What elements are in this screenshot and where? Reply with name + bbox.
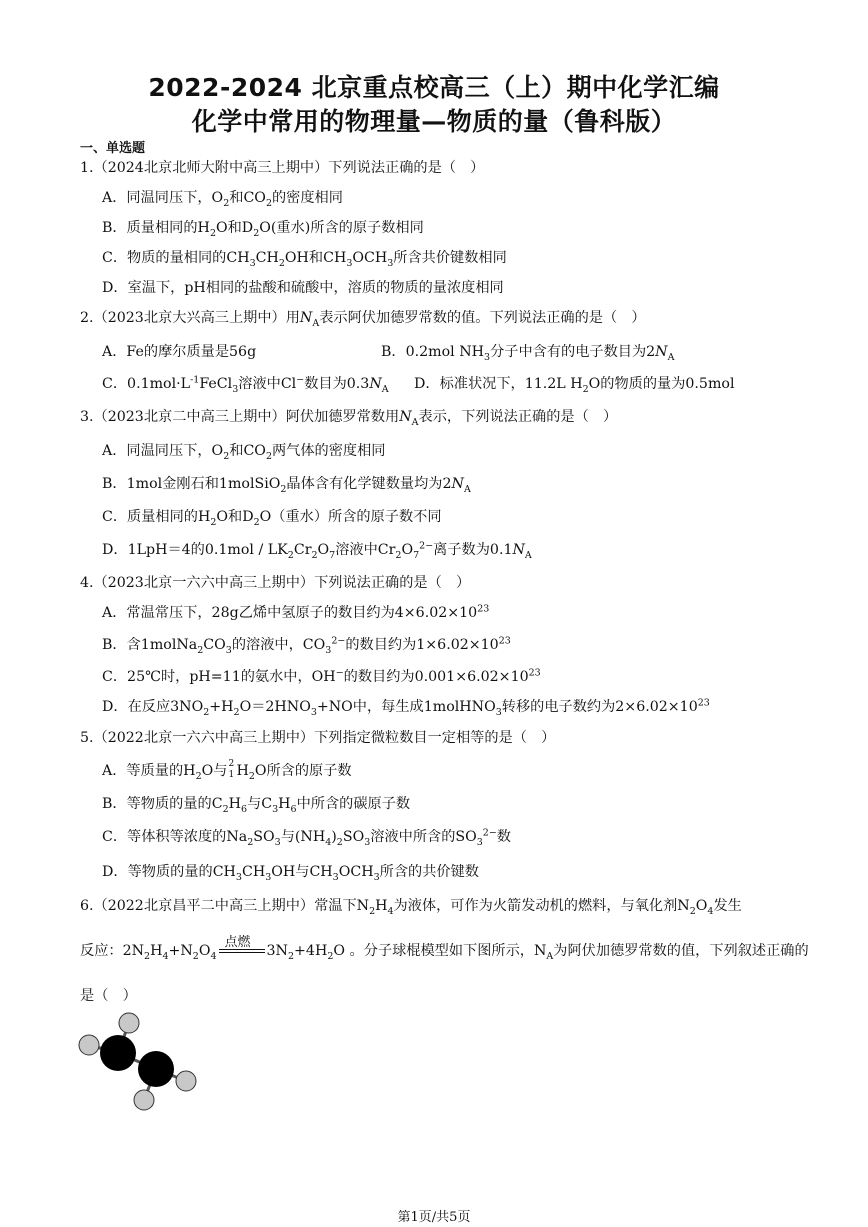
question-5-option-b: B．等物质的量的$C_2H_6$与$C_3H_6$中所含的碳原子数 bbox=[102, 796, 411, 815]
question-3-option-d: D．1LpH＝4的$0.1mol / LK_2Cr_2O_7$溶液中$Cr_2O_7^{2-}$离子数为$0.1N_A$ bbox=[102, 540, 532, 561]
nitrogen-atom bbox=[100, 1035, 136, 1071]
question-5-option-d: D．等物质的量的$CH_3CH_3OH$与$CH_3OCH_3$所含的共价键数 bbox=[102, 864, 479, 883]
question-5-option-c: C．等体积等浓度的$Na_2SO_3$与$(NH_4)_2SO_3$溶液中所含的$SO_3^{2-}$数 bbox=[102, 827, 511, 848]
hydrogen-atom bbox=[79, 1035, 99, 1055]
question-6-reaction-line: 反应：$2N_2H_4+N_2O_4$ 点燃 $3N_2+4H_2O$ 。分子球棍模型如下图所示，$N_A$为阿伏加德罗常数的值，下列叙述正确的 bbox=[80, 940, 809, 960]
question-2-option-d: D．标准状况下，11.2L $H_2O$的物质的量为0.5mol bbox=[414, 376, 735, 395]
question-4-option-d: D．在反应$3NO_2+H_2O=2HNO_3+NO$中，每生成1molHNO$_3$转移的电子数约为$2\times 6.02\times 10^{23}$ bbox=[102, 697, 710, 718]
question-2-option-c: C．$0.1mol\cdot L^{-1}FeCl_3$溶液中Cl−数目为$0.3N_A$ bbox=[102, 374, 389, 395]
question-6-stem: 6.（2022北京昌平二中高三上期中）常温下$N_2H_4$为液体，可作为火箭发动机的燃料，与氧化剂$N_2O_4$发生 bbox=[80, 898, 742, 917]
question-5-option-a: A．等质量的$H_2O$与 2 1 $H_2O$所含的原子数 bbox=[102, 759, 352, 782]
question-5-stem: 5.（2022北京一六六中高三上期中）下列指定微粒数目一定相等的是（ ） bbox=[80, 730, 556, 746]
n2h4-ball-stick-model bbox=[70, 1005, 210, 1117]
hydrogen-atom bbox=[134, 1090, 154, 1110]
page-title-line2: 化学中常用的物理量—物质的量（鲁科版） bbox=[191, 107, 677, 136]
question-4-option-b: B．含$1molNa_2CO_3$的溶液中，$CO_3^{2-}$的数目约为$1\times 6.02\times 10^{23}$ bbox=[102, 635, 511, 656]
question-6-stem-end: 是（ ） bbox=[80, 988, 137, 1004]
hydrogen-atom bbox=[176, 1071, 196, 1091]
question-3-stem: 3.（2023北京二中高三上期中）阿伏加德罗常数用$N_A$表示，下列说法正确的是（ ） bbox=[80, 409, 618, 428]
hydrogen-atom bbox=[119, 1013, 139, 1033]
question-1-option-c: C．物质的量相同的$CH_3CH_2OH$和$CH_3OCH_3$所含共价键数相同 bbox=[102, 250, 507, 269]
page-title-line1: 2022-2024 北京重点校高三（上）期中化学汇编 bbox=[148, 73, 720, 102]
question-1-option-a: A．同温同压下，$O_2$和$CO_2$的密度相同 bbox=[102, 190, 343, 209]
section-heading: 一、单选题 bbox=[80, 141, 146, 156]
question-1-option-d: D．室温下，pH相同的盐酸和硫酸中，溶质的物质的量浓度相同 bbox=[102, 280, 504, 296]
reaction-arrow bbox=[219, 935, 265, 953]
question-4-option-a: A．常温常压下，28g乙烯中氢原子的数目约为$4\times 6.02\times 10^{23}$ bbox=[102, 603, 490, 621]
question-2-option-a: A．Fe的摩尔质量是56g bbox=[102, 344, 257, 360]
question-3-option-c: C．质量相同的$H_2O$和$D_2O$（重水）所含的原子数不同 bbox=[102, 509, 442, 528]
question-2-option-b: B．0.2mol $NH_3$分子中含有的电子数目为$2N_A$ bbox=[381, 344, 675, 363]
question-2-stem: 2.（2023北京大兴高三上期中）用$N_A$表示阿伏加德罗常数的值。下列说法正确的是（ ） bbox=[80, 310, 646, 329]
question-3-option-a: A．同温同压下，$O_2$和$CO_2$两气体的密度相同 bbox=[102, 443, 386, 462]
question-1-stem: 1.（2024北京北师大附中高三上期中）下列说法正确的是（ ） bbox=[80, 160, 485, 176]
question-4-stem: 4.（2023北京一六六中高三上期中）下列说法正确的是（ ） bbox=[80, 575, 471, 591]
nitrogen-atom bbox=[138, 1051, 174, 1087]
question-3-option-b: B．1mol金刚石和1molSiO$_2$晶体含有化学键数量均为$2N_A$ bbox=[102, 476, 471, 495]
question-1-option-b: B．质量相同的$H_2O$和$D_2O$(重水)所含的原子数相同 bbox=[102, 220, 424, 239]
question-4-option-c: C．25℃时，pH=11的氨水中，OH−的数目约为$0.001\times 6.02\times 10^{23}$ bbox=[102, 667, 541, 685]
reaction-condition: 点燃 bbox=[224, 935, 251, 950]
page-footer: 第1页/共5页 bbox=[397, 1210, 471, 1225]
